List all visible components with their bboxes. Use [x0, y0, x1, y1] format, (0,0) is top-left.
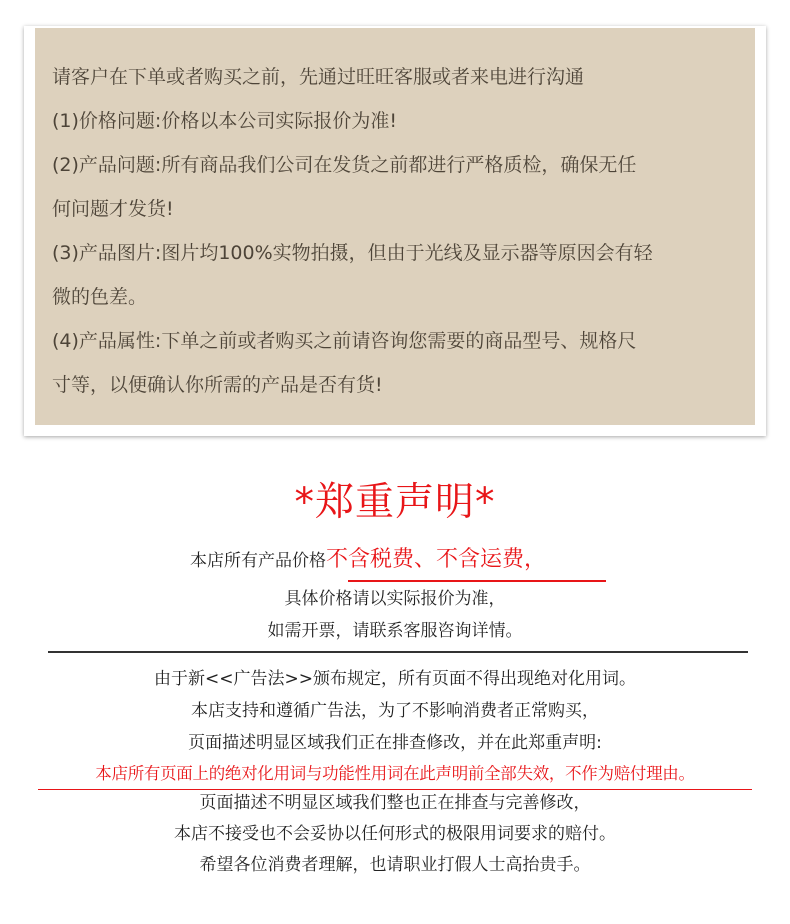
- red-statement: 本店所有页面上的绝对化用词与功能性用词在此声明前全部失效，不作为赔付理由。: [95, 764, 695, 783]
- notice-line: 微的色差。: [52, 286, 148, 308]
- price-highlight: 不含税费、不含运费，: [326, 547, 547, 572]
- price-label: 本店所有产品价格: [190, 551, 326, 571]
- law-line-1: 由于新<<广告法>>颁布规定，所有页面不得出现绝对化用词。: [154, 669, 636, 689]
- law-line-3: 页面描述明显区域我们正在排查修改，并在此郑重声明:: [188, 733, 602, 753]
- notice-line: 请客户在下单或者购买之前，先通过旺旺客服或者来电进行沟通: [52, 66, 585, 88]
- section-divider: [48, 651, 748, 653]
- price-notice-line: [190, 544, 546, 577]
- law-line-4: 页面描述不明显区域我们整也正在排查与完善修改，: [199, 793, 591, 813]
- notice-line: (2)产品问题:所有商品我们公司在发货之前都进行严格质检，确保无任: [52, 154, 637, 176]
- notice-card: [24, 26, 766, 436]
- notice-line: (4)产品属性:下单之前或者购买之前请咨询您需要的商品型号、规格尺: [52, 330, 637, 352]
- price-underline: [348, 580, 606, 582]
- price-line-2: 具体价格请以实际报价为准，: [284, 589, 506, 609]
- notice-line: 何问题才发货!: [52, 198, 174, 220]
- notice-line: (1)价格问题:价格以本公司实际报价为准!: [52, 110, 397, 132]
- notice-line: (3)产品图片:图片均100%实物拍摄，但由于光线及显示器等原因会有轻: [52, 242, 653, 264]
- declaration-title: *郑重声明*: [294, 480, 496, 525]
- law-line-2: 本店支持和遵循广告法，为了不影响消费者正常购买，: [191, 701, 599, 721]
- price-line-3: 如需开票，请联系客服咨询详情。: [267, 621, 523, 641]
- notice-text-block: [52, 55, 742, 407]
- notice-panel: [35, 28, 755, 425]
- law-line-6: 希望各位消费者理解，也请职业打假人士高抬贵手。: [199, 855, 591, 875]
- law-line-5: 本店不接受也不会妥协以任何形式的极限用词要求的赔付。: [174, 824, 616, 844]
- notice-line: 寸等，以便确认你所需的产品是否有货!: [52, 374, 383, 396]
